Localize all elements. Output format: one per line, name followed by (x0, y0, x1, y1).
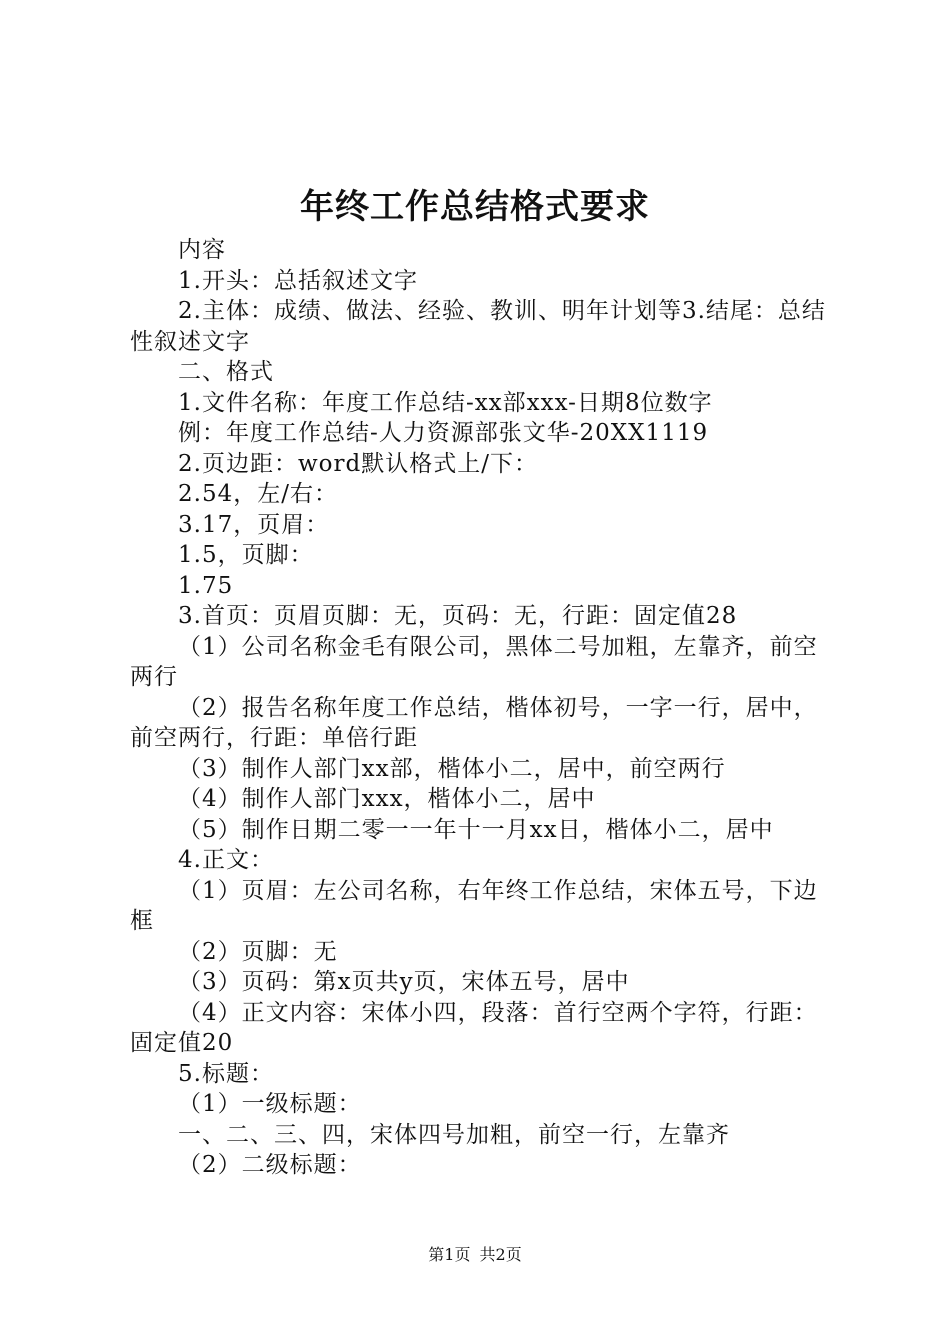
paragraph: （2）报告名称年度工作总结，楷体初号，一字一行，居中，前空两行，行距：单倍行距 (130, 694, 818, 751)
paragraph: （5）制作日期二零一一年十一月xx日，楷体小二，居中 (178, 816, 774, 843)
paragraph: 3.首页：页眉页脚：无，页码：无，行距：固定值28 (178, 603, 738, 629)
paragraph: 例：年度工作总结-人力资源部张文华-20XX1119 (178, 420, 709, 446)
paragraph: 1.75 (178, 572, 234, 599)
paragraph: （1）一级标题： (178, 1091, 362, 1117)
paragraph: 2.页边距：word默认格式上/下： (178, 450, 538, 477)
paragraph: （2）二级标题： (178, 1152, 362, 1178)
paragraph: （3）制作人部门xx部，楷体小二，居中，前空两行 (178, 755, 726, 782)
paragraph: 4.正文： (178, 847, 274, 873)
document-title: 年终工作总结格式要求 (300, 187, 650, 227)
paragraph: （1）公司名称金毛有限公司，黑体二号加粗，左靠齐，前空两行 (130, 633, 818, 690)
paragraph: （4）制作人部门xxx，楷体小二，居中 (178, 786, 596, 812)
paragraph: 2.54，左/右： (178, 481, 338, 507)
paragraph: （1）页眉：左公司名称，右年终工作总结，宋体五号，下边框 (130, 877, 818, 934)
page-total: 共2页 (479, 1245, 522, 1264)
paragraph: 1.开头：总括叙述文字 (178, 267, 418, 294)
paragraph: 2.主体：成绩、做法、经验、教训、明年计划等3.结尾：总结性叙述文字 (130, 298, 826, 355)
paragraph: 1.5，页脚： (178, 542, 314, 568)
page-footer (0, 1243, 950, 1267)
paragraph: （2）页脚：无 (178, 938, 338, 965)
page-number: 第1页 (428, 1245, 471, 1264)
paragraph: 1.文件名称：年度工作总结-xx部xxx-日期8位数字 (178, 389, 713, 416)
paragraph: 3.17，页眉： (178, 511, 330, 538)
document-body (130, 235, 830, 1181)
paragraph: 一、二、三、四，宋体四号加粗，前空一行，左靠齐 (178, 1121, 730, 1148)
paragraph: 内容 (178, 237, 226, 263)
paragraph: 二、格式 (178, 359, 274, 385)
paragraph: （4）正文内容：宋体小四，段落：首行空两个字符，行距：固定值20 (130, 999, 818, 1056)
paragraph: （3）页码：第x页共y页，宋体五号，居中 (178, 969, 630, 995)
paragraph: 5.标题： (178, 1060, 274, 1087)
